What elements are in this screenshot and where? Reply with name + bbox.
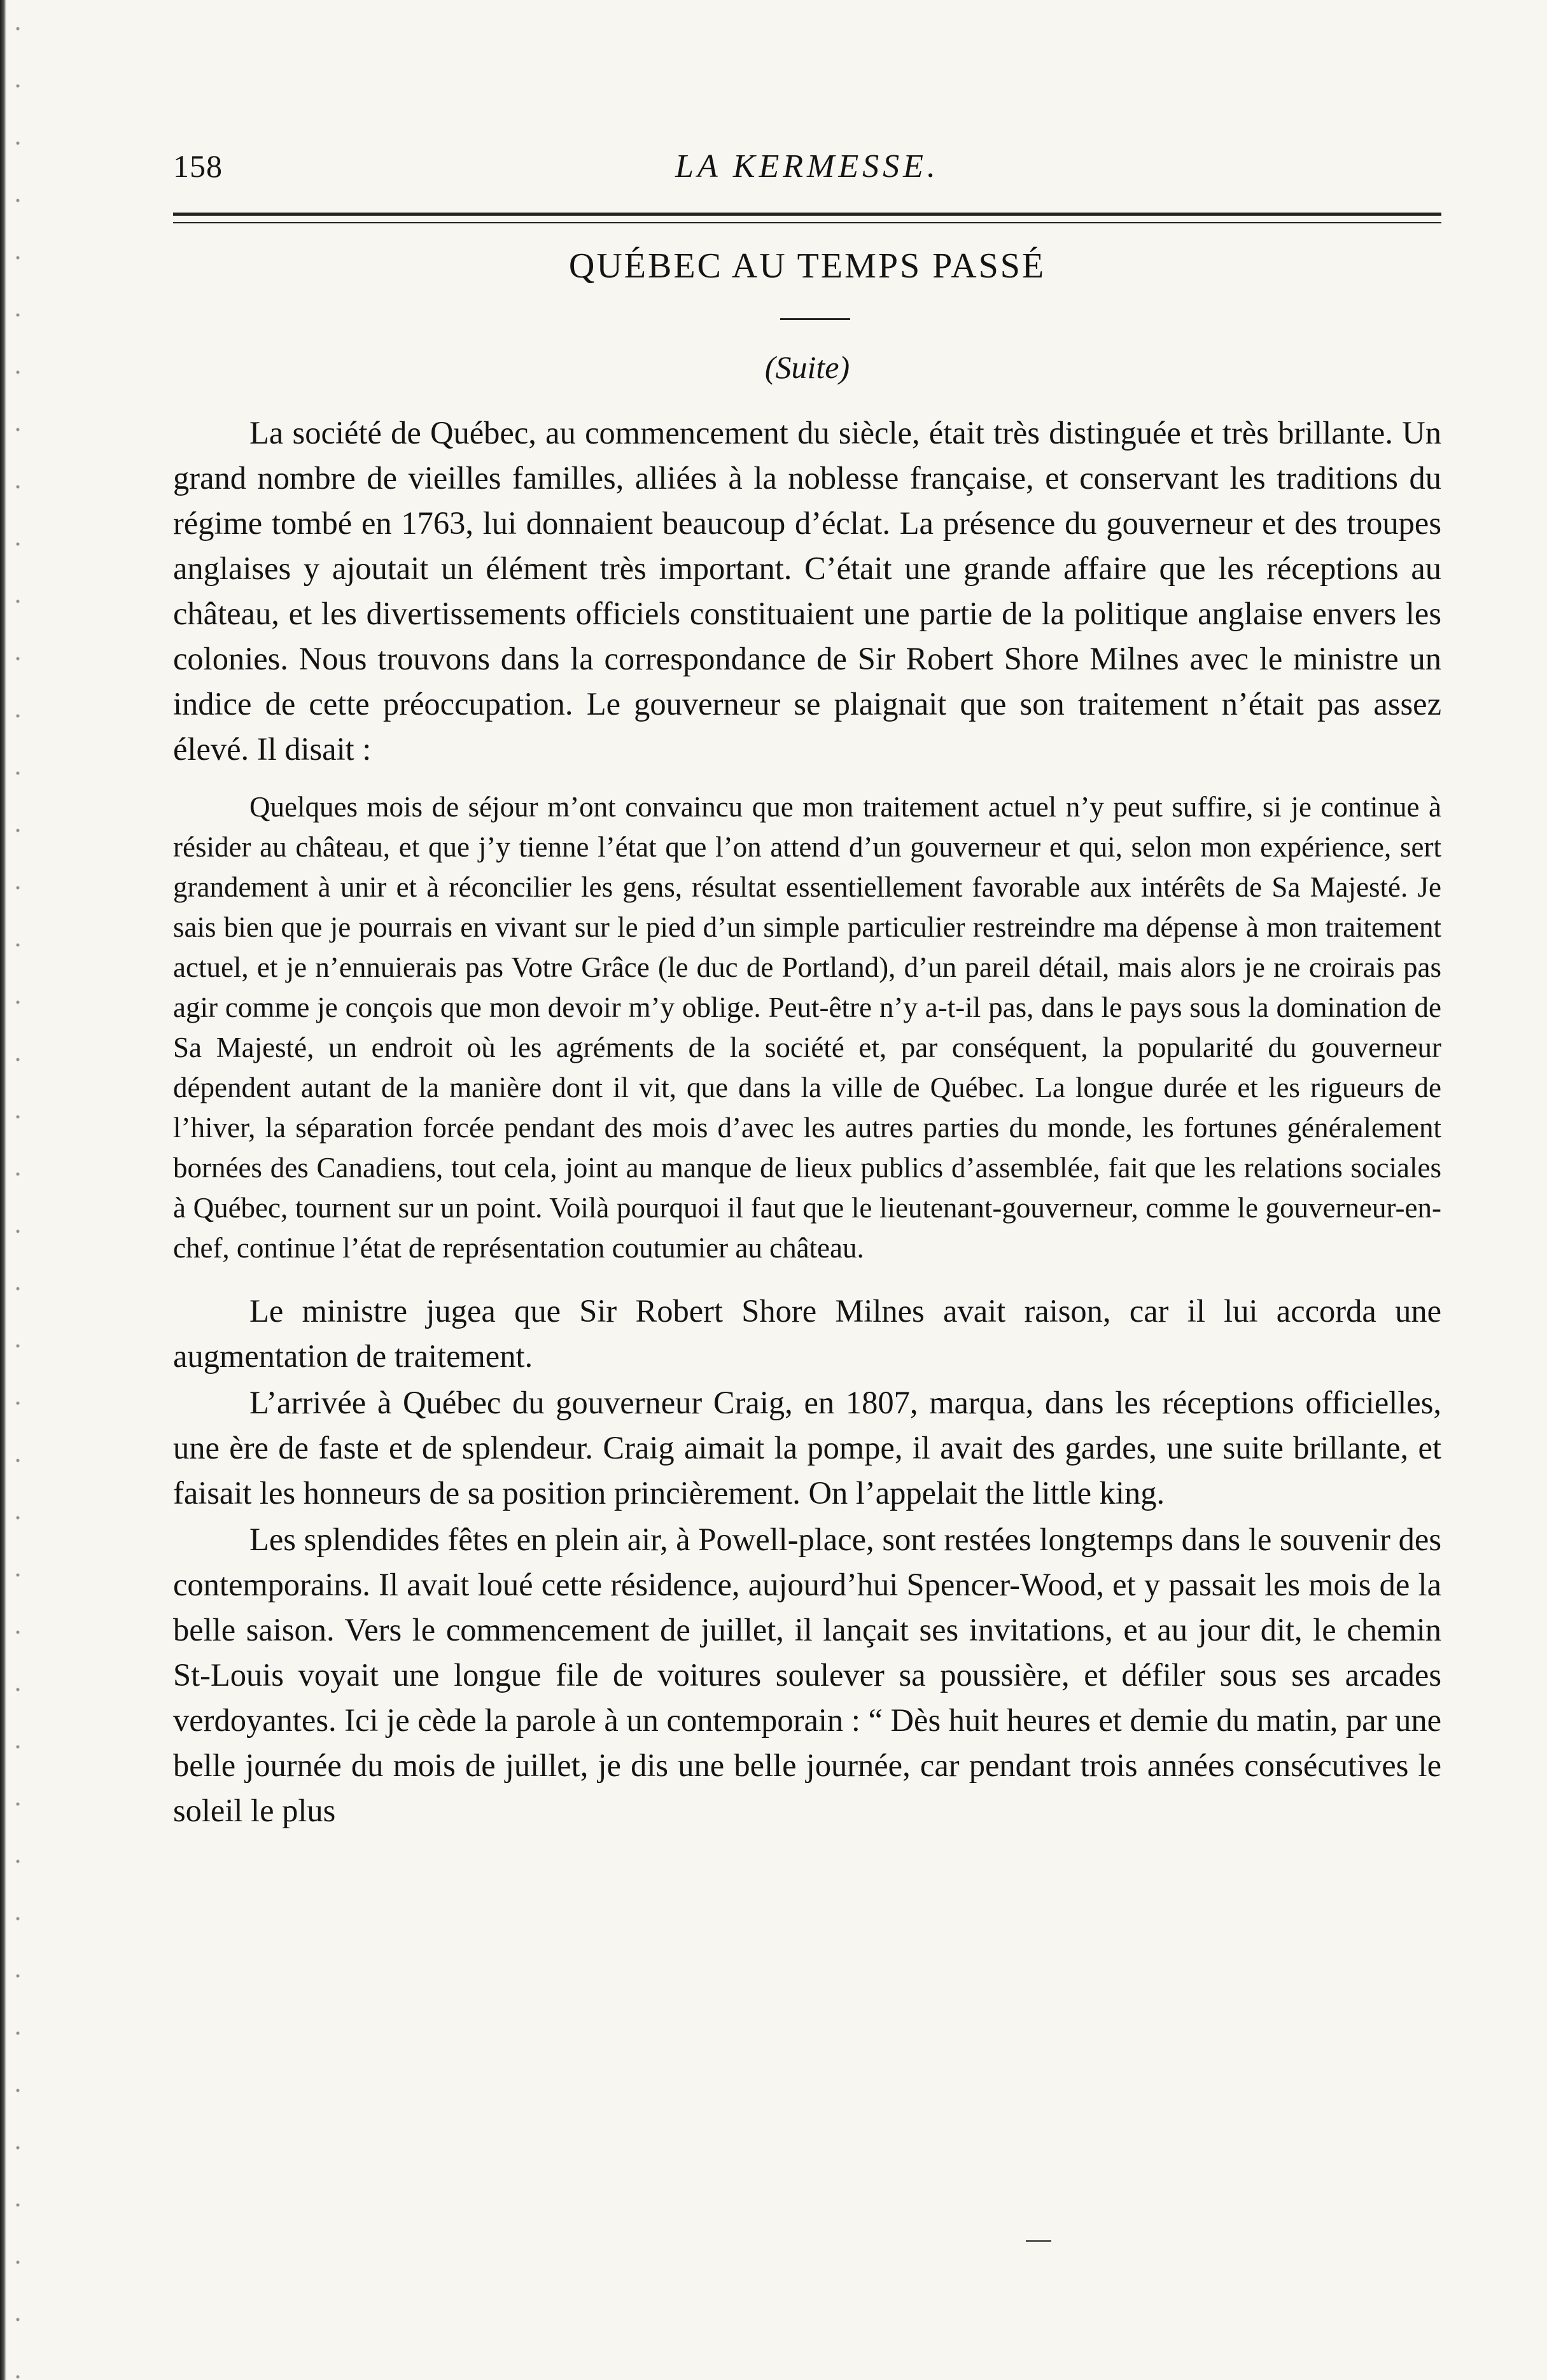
paragraph-powell-place: Les splendides fêtes en plein air, à Powell-place, sont restées longtemps dans le souvenir des contemporains. Il avait loué cette résidence, aujourd’hui Spencer-Wood, et y passait les mois de la belle saison. Vers le commencement de juillet, il lançait ses invitations, et au jour dit, le chemin St-Louis voyait une longue file de voitures soulever sa poussière, et défiler sous ses arcades verdoyantes. Ici je cède la parole à un contemporain : “ Dès huit heures et demie du matin, par une belle journée du mois de juillet, je dis une belle journée, car pendant trois années consécutives le soleil le plus <box>173 1522 1441 1828</box>
article-title: QUÉBEC AU TEMPS PASSÉ <box>568 246 1046 286</box>
header-rule-thick <box>173 213 1441 216</box>
paragraph-intro: La société de Québec, au commencement du siècle, était très distinguée et très brillante. Un grand nombre de vieilles familles, alliées à la noblesse française, et conservant les traditions du régime tombé en 1763, lui donnaient beaucoup d’éclat. La présence du gouverneur et des troupes anglaises y ajoutait un élément très important. C’était une grande affaire que les réceptions au château, et les divertissements officiels constituaient une partie de la politique anglaise envers les colonies. Nous trouvons dans la correspondance de Sir Robert Shore Milnes avec le ministre un indice de cette préoccupation. Le gouverneur se plaignait que son traitement n’était pas assez élevé. Il disait : <box>173 415 1441 767</box>
paragraph-craig: L’arrivée à Québec du gouverneur Craig, en 1807, marqua, dans les réceptions officielles, une ère de faste et de splendeur. Craig aimait la pompe, il avait des gardes, une suite brillante, et faisait les honneurs de sa position princièrement. On l’appelait the little king. <box>173 1385 1441 1511</box>
page-header <box>173 148 1441 205</box>
print-speck <box>1026 2240 1051 2242</box>
article-subtitle: (Suite) <box>764 349 850 385</box>
page-edge-specks <box>14 0 22 2380</box>
page-binding-edge <box>0 0 6 2380</box>
title-dash <box>780 318 850 320</box>
paragraph-minister: Le ministre jugea que Sir Robert Shore Milnes avait raison, car il lui accorda une augmentation de traitement. <box>173 1293 1441 1374</box>
running-title: LA KERMESSE. <box>675 148 939 185</box>
header-rule-thin <box>173 222 1441 223</box>
article-body <box>173 410 1441 1833</box>
block-quote: Quelques mois de séjour m’ont convaincu que mon traitement actuel n’y peut suffire, si je continue à résider au château, et que j’y tienne l’état que l’on attend d’un gouverneur et qui, selon mon expérience, sert grandement à unir et à réconcilier les gens, résultat essentiellement favorable aux intérêts de Sa Majesté. Je sais bien que je pourrais en vivant sur le pied d’un simple particulier restreindre ma dépense à mon traitement actuel, et je n’ennuierais pas Votre Grâce (le duc de Portland), d’un pareil détail, mais alors je ne croirais pas agir comme je conçois que mon devoir m’y oblige. Peut-être n’y a-t-il pas, dans le pays sous la domination de Sa Majesté, un endroit où les agréments de la société et, par conséquent, la popularité du gouverneur dépendent autant de la manière dont il vit, que dans la ville de Québec. La longue durée et les rigueurs de l’hiver, la séparation forcée pendant des mois d’avec les autres parties du monde, les fortunes généralement bornées des Canadiens, tout cela, joint au manque de lieux publics d’assemblée, fait que les relations sociales à Québec, tournent sur un point. Voilà pourquoi il faut que le lieutenant-gouverneur, comme le gouverneur-en-chef, continue l’état de représentation coutumier au château. <box>173 791 1441 1264</box>
page-number: 158 <box>173 148 223 184</box>
